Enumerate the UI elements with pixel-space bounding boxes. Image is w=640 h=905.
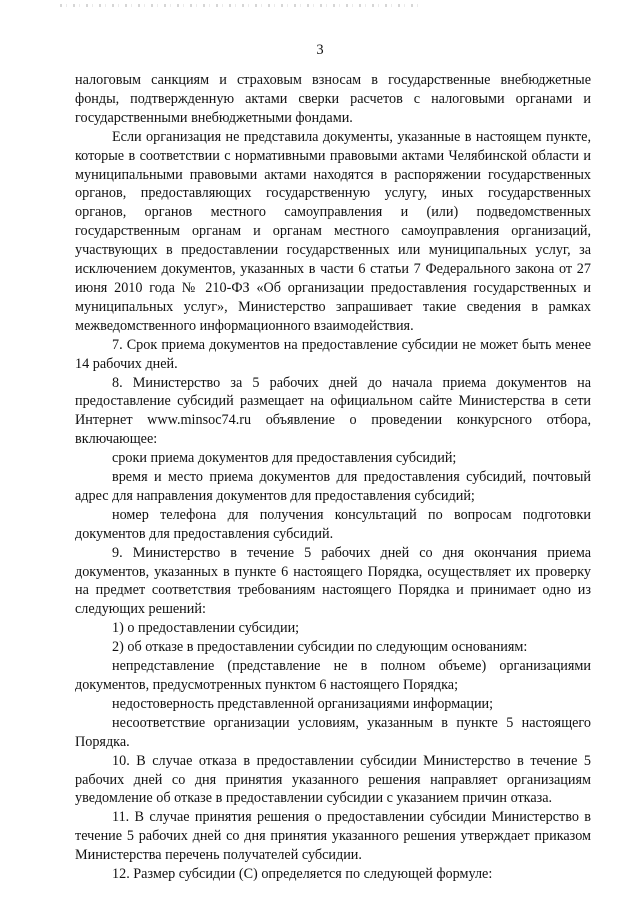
- paragraph: налоговым санкциям и страховым взносам в государственные внебюджетные фонды, подтвержденную актами сверки расчетов с налоговыми органами и государственными внебюджетными фондами.: [75, 72, 591, 126]
- paragraph: номер телефона для получения консультаций по вопросам подготовки документов для предоставления субсидий.: [75, 506, 591, 542]
- page-number: 3: [316, 42, 324, 58]
- paragraph: 2) об отказе в предоставлении субсидии по следующим основаниям:: [112, 639, 528, 656]
- paragraph: недостоверность представленной организациями информации;: [112, 695, 494, 712]
- paragraph: 11. В случае принятия решения о предоставлении субсидии Министерство в течение 5 рабочих дней со дня принятия указанного решения утверждает приказом Министерства перечень получателей субсидии.: [75, 809, 591, 864]
- paragraph: время и место приема документов для предоставления субсидий, почтовый адрес для направления документов для предоставления субсидий;: [75, 469, 591, 504]
- paragraph: 10. В случае отказа в предоставлении субсидии Министерство в течение 5 рабочих дней со дня принятия указанного решения направляет организациям уведомление об отказе в предоставлении субсидии с указанием причин отказа.: [75, 752, 591, 807]
- paragraph: непредставление (представление не в полном объеме) организациями документов, предусмотренных пунктом 6 настоящего Порядка;: [75, 658, 591, 693]
- scan-artifact: [60, 4, 420, 7]
- paragraph: 7. Срок приема документов на предоставление субсидии не может быть менее 14 рабочих дней.: [75, 336, 591, 372]
- paragraph: несоответствие организации условиям, указанным в пункте 5 настоящего Порядка.: [75, 714, 591, 750]
- paragraph: сроки приема документов для предоставления субсидий;: [112, 450, 457, 467]
- paragraph: Если организация не представила документы, указанные в настоящем пункте, которые в соответствии с нормативными правовыми актами Челябинской области и муниципальными правовыми актами находятся в распоряжении государственных органов, предоставляющих государственную услугу, иных государственных органов, органов местного самоуправления и (или) подведомственных государственным органам и органам местного самоуправления организаций, участвующих в предоставлении государственных или муниципальных услуг, за исключением документов, указанных в части 6 статьи 7 Федерального закона от 27 июня 2010 года № 210-ФЗ «Об организации предоставления государственных и муниципальных услуг», Министерство запрашивает такие сведения в рамках межведомственного информационного взаимодействия.: [75, 128, 591, 334]
- paragraph: 8. Министерство за 5 рабочих дней до начала приема документов на предоставление субсидий размещает на официальном сайте Министерства в сети Интернет www.minsoc74.ru объявление о проведении конкурсного отбора, включающее:: [75, 374, 591, 448]
- paragraph: 12. Размер субсидии (С) определяется по следующей формуле:: [112, 866, 493, 883]
- paragraph: 1) о предоставлении субсидии;: [112, 620, 300, 637]
- document-body: [75, 71, 591, 884]
- paragraph: 9. Министерство в течение 5 рабочих дней со дня окончания приема документов, указанных в пункте 6 настоящего Порядка, осуществляет их проверку на предмет соответствия требованиям настоящего Порядка и принимает одно из следующих решений:: [75, 544, 591, 618]
